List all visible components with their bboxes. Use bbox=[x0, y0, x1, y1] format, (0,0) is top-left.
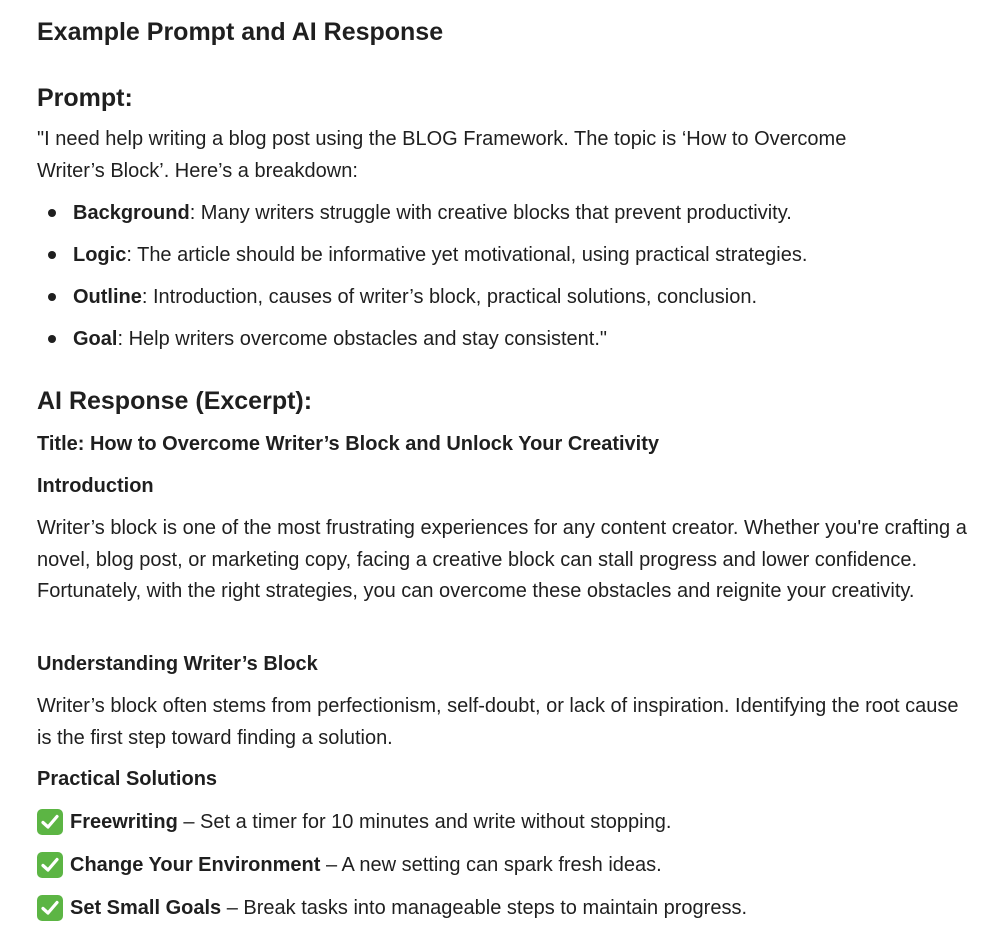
bullet-text: : Introduction, causes of writer’s block, practical solutions, conclusion. bbox=[141, 286, 757, 308]
response-heading: AI Response (Excerpt): bbox=[37, 387, 313, 415]
introduction-text: Writer’s block is one of the most frustrating experiences for any content creator. Whether you're crafting a novel, blog post, or marketing copy, facing a creative block can stall progress and lower confidence. Fortunately, with the right strategies, you can overcome these obstacles and reignite your creativity. bbox=[37, 517, 967, 602]
prompt-bullet-list bbox=[37, 197, 972, 365]
list-item bbox=[37, 239, 972, 281]
prompt-heading: Prompt: bbox=[37, 84, 133, 112]
bullet-dot bbox=[48, 209, 56, 217]
solution-text: – A new setting can spark fresh ideas. bbox=[320, 854, 662, 876]
bullet-dot bbox=[48, 251, 56, 259]
understanding-heading: Understanding Writer’s Block bbox=[37, 653, 318, 675]
list-item bbox=[37, 849, 972, 892]
bullet-label: Outline bbox=[73, 286, 142, 308]
prompt-intro-line-2: Writer’s Block’. Here’s a breakdown: bbox=[37, 159, 358, 182]
prompt-intro bbox=[37, 124, 972, 187]
check-mark-button-icon bbox=[37, 852, 63, 878]
document-title: Example Prompt and AI Response bbox=[37, 18, 444, 46]
list-item bbox=[37, 281, 972, 323]
bullet-label: Background bbox=[73, 202, 190, 224]
bullet-label: Goal bbox=[73, 328, 118, 350]
solution-text: – Break tasks into manageable steps to maintain progress. bbox=[221, 897, 748, 919]
understanding-text: Writer’s block often stems from perfectionism, self-doubt, or lack of inspiration. Identifying the root cause is the first step toward finding a solution. bbox=[37, 695, 959, 749]
list-item bbox=[37, 323, 972, 365]
introduction-heading: Introduction bbox=[37, 475, 154, 497]
response-title: Title: How to Overcome Writer’s Block and Unlock Your Creativity bbox=[37, 433, 660, 455]
bullet-dot bbox=[48, 335, 56, 343]
solution-label: Freewriting bbox=[70, 811, 178, 833]
prompt-intro-line-1: "I need help writing a blog post using the BLOG Framework. The topic is ‘How to Overcome bbox=[37, 128, 847, 150]
check-mark-button-icon bbox=[37, 895, 63, 921]
bullet-dot bbox=[48, 293, 56, 301]
list-item bbox=[37, 197, 972, 239]
bullet-text: : Help writers overcome obstacles and stay consistent." bbox=[117, 328, 607, 350]
bullet-text: : The article should be informative yet motivational, using practical strategies. bbox=[126, 244, 808, 266]
solution-label: Set Small Goals bbox=[70, 897, 222, 919]
solution-text: – Set a timer for 10 minutes and write without stopping. bbox=[177, 811, 672, 833]
check-mark-button-icon bbox=[37, 809, 63, 835]
solutions-list bbox=[37, 806, 972, 935]
bullet-text: : Many writers struggle with creative blocks that prevent productivity. bbox=[189, 202, 792, 224]
list-item bbox=[37, 806, 972, 849]
solution-label: Change Your Environment bbox=[70, 854, 321, 876]
bullet-label: Logic bbox=[73, 244, 127, 266]
solutions-heading: Practical Solutions bbox=[37, 768, 218, 790]
